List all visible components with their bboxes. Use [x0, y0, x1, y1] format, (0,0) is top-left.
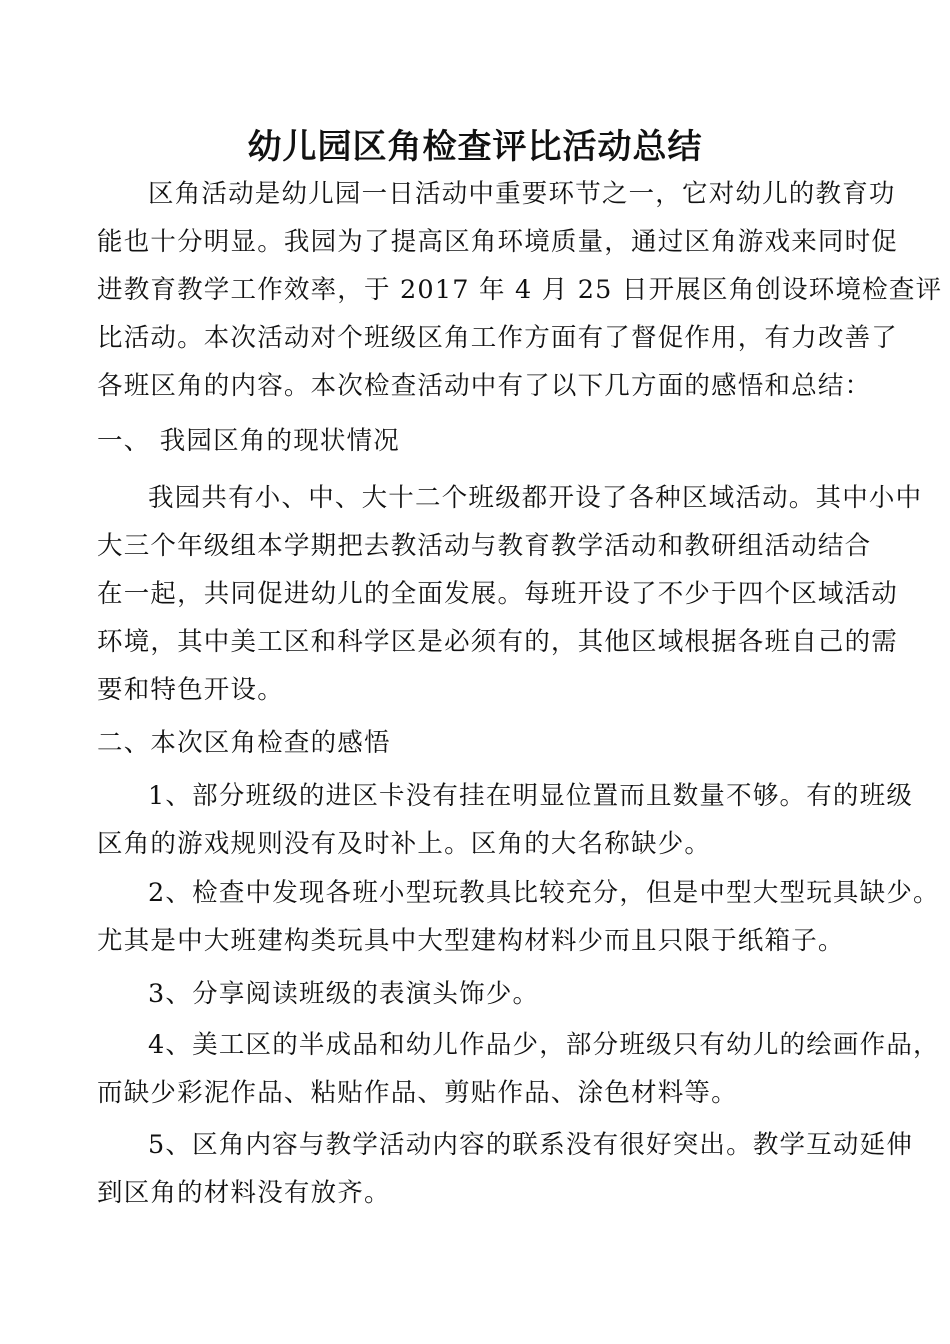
paragraph-line: 在一起，共同促进幼儿的全面发展。每班开设了不少于四个区域活动: [97, 579, 899, 609]
paragraph-line: 3、分享阅读班级的表演头饰少。: [148, 979, 540, 1009]
section-heading: 一、 我园区角的现状情况: [97, 426, 401, 456]
paragraph-line: 尤其是中大班建构类玩具中大型建构材料少而且只限于纸箱子。: [97, 926, 845, 956]
paragraph-line: 5、区角内容与教学活动内容的联系没有很好突出。教学互动延伸: [148, 1130, 914, 1160]
paragraph-line: 环境，其中美工区和科学区是必须有的，其他区域根据各班自己的需: [97, 627, 899, 657]
paragraph-line: 能也十分明显。我园为了提高区角环境质量，通过区角游戏来同时促: [97, 227, 899, 257]
paragraph-line: 我园共有小、中、大十二个班级都开设了各种区域活动。其中小中: [148, 483, 923, 513]
paragraph-line: 比活动。本次活动对个班级区角工作方面有了督促作用，有力改善了: [97, 323, 899, 353]
paragraph-line: 区角活动是幼儿园一日活动中重要环节之一，它对幼儿的教育功: [148, 179, 896, 209]
paragraph-line: 1、部分班级的进区卡没有挂在明显位置而且数量不够。有的班级: [148, 781, 914, 811]
document-title: 幼儿园区角检查评比活动总结: [247, 127, 703, 167]
paragraph-line: 到区角的材料没有放齐。: [97, 1178, 391, 1208]
paragraph-line: 要和特色开设。: [97, 675, 284, 705]
paragraph-line: 进教育教学工作效率，于 2017 年 4 月 25 日开展区角创设环境检查评: [97, 275, 943, 305]
paragraph-line: 而缺少彩泥作品、粘贴作品、剪贴作品、涂色材料等。: [97, 1078, 738, 1108]
paragraph-line: 各班区角的内容。本次检查活动中有了以下几方面的感悟和总结：: [97, 371, 872, 401]
section-heading: 二、本次区角检查的感悟: [97, 728, 391, 758]
paragraph-line: 大三个年级组本学期把去教活动与教育教学活动和教研组活动结合: [97, 531, 872, 561]
paragraph-line: 2、检查中发现各班小型玩教具比较充分，但是中型大型玩具缺少。: [148, 878, 940, 908]
paragraph-line: 4、美工区的半成品和幼儿作品少，部分班级只有幼儿的绘画作品，: [148, 1030, 940, 1060]
paragraph-line: 区角的游戏规则没有及时补上。区角的大名称缺少。: [97, 829, 712, 859]
